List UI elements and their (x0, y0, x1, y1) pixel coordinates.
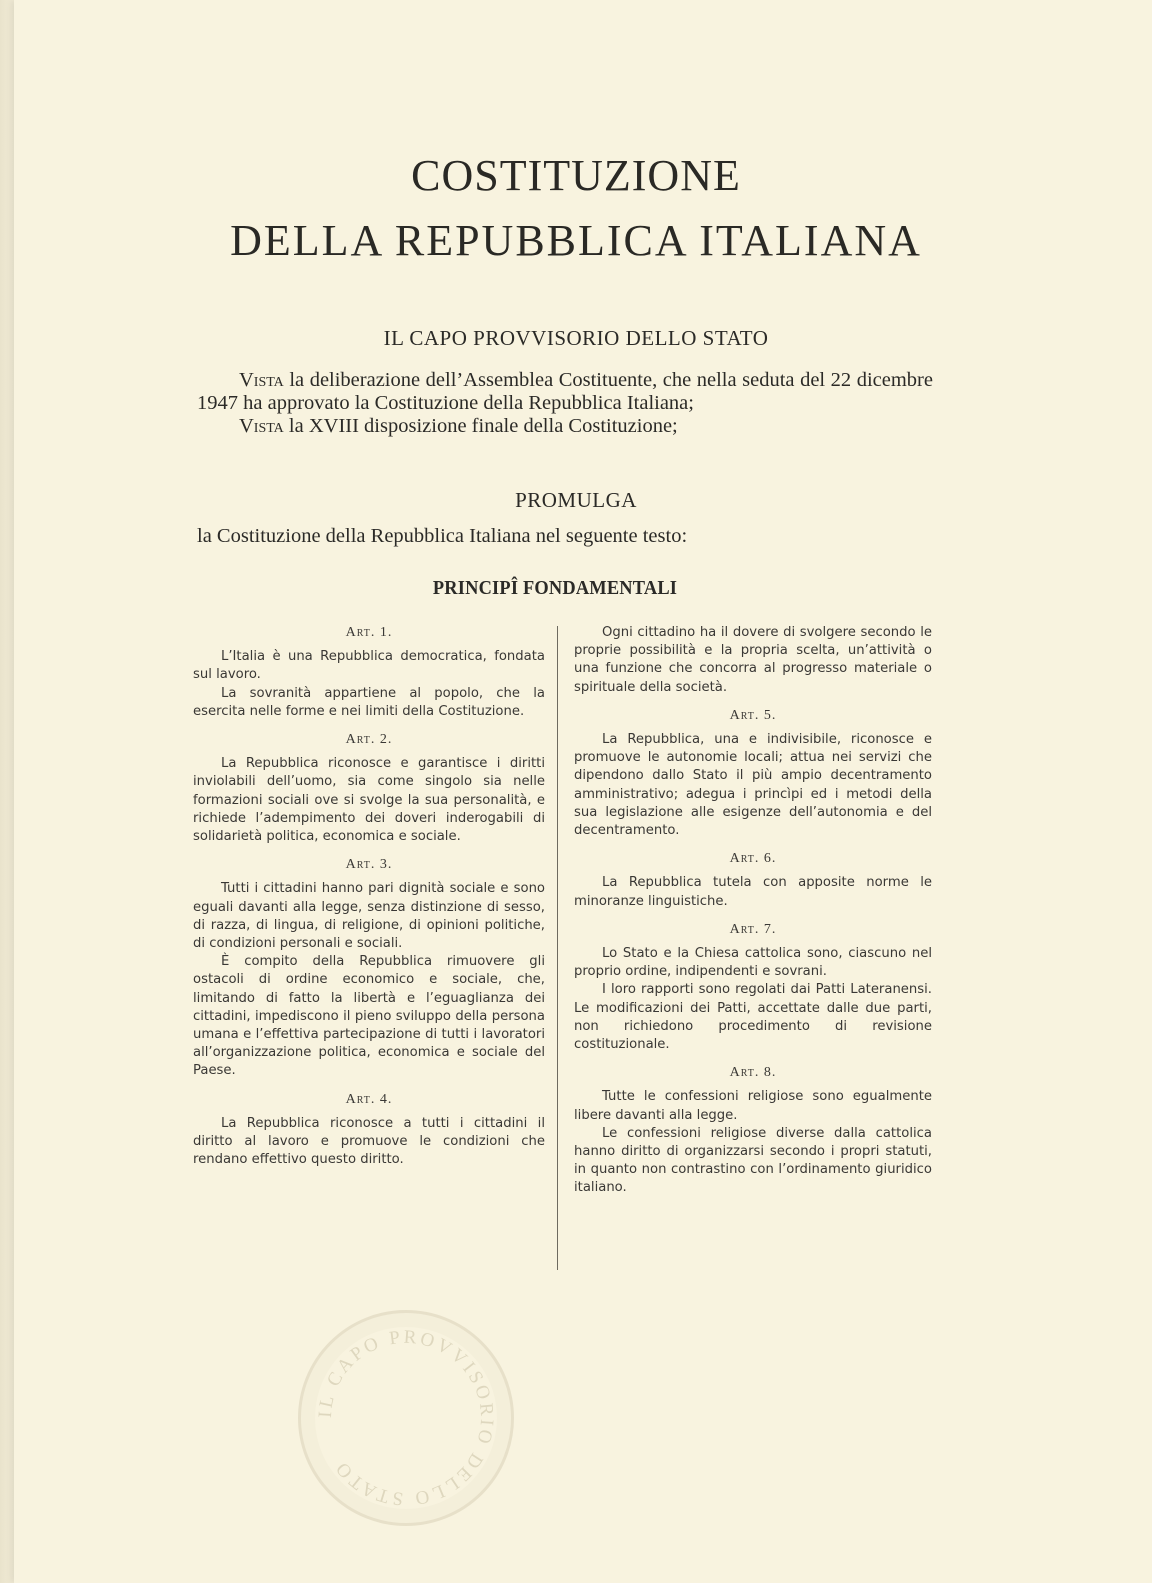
article-paragraph: La Repubblica, una e indivisibile, riconosce e promuove le autonomie locali; attua nei servizi che dipendono dallo Stato il più ampio decentramento amministrativo; adegua i princìpi ed i metodi della sua legislazione alle esigenze dell’autonomia e del decentramento. (574, 732, 932, 839)
promulga-text (197, 525, 933, 548)
article-block (193, 731, 545, 846)
article-block (193, 856, 545, 1080)
article-block (193, 1091, 545, 1170)
promulga-heading: PROMULGA (515, 488, 637, 512)
seal-text: IL CAPO PROVVISORIO DELLO STATO (314, 1326, 498, 1510)
article-heading: Art. 4. (345, 1091, 393, 1107)
right-column (574, 624, 932, 1208)
vista-word-1: Vista (239, 369, 284, 391)
vista-word-2: Vista (239, 415, 284, 437)
article-block (574, 624, 932, 697)
article-block (574, 1064, 932, 1197)
embossed-seal (298, 1310, 514, 1526)
article-paragraph: La Repubblica riconosce e garantisce i diritti inviolabili dell’uomo, sia come singolo sia nelle formazioni sociali ove si svolge la sua personalità, e richiede l’adempimento dei doveri inderogabili di solidarietà politica, economica e sociale. (193, 756, 545, 845)
article-paragraph: La Repubblica riconosce a tutti i cittadini il diritto al lavoro e promuove le condizioni che rendano effettivo questo diritto. (193, 1115, 545, 1168)
article-paragraph: La sovranità appartiene al popolo, che la esercita nelle forme e nei limiti della Costituzione. (193, 685, 545, 719)
article-paragraph: Ogni cittadino ha il dovere di svolgere secondo le proprie possibilità e la propria scelta, un’attività o una funzione che concorra al progresso materiale o spirituale della società. (574, 625, 932, 695)
article-paragraph: La Repubblica tutela con apposite norme le minoranze linguistiche. (574, 875, 932, 909)
article-block (193, 624, 545, 721)
article-heading: Art. 6. (729, 851, 777, 867)
article-heading: Art. 3. (345, 857, 393, 873)
article-heading: Art. 5. (729, 707, 777, 723)
article-paragraph: È compito della Repubblica rimuovere gli ostacoli di ordine economico e sociale, che, limitando di fatto la libertà e l’eguaglianza dei cittadini, impediscono il pieno sviluppo della persona umana e l’effettiva partecipazione di tutti i lavoratori all’organizzazione politica, economica e sociale del Paese. (193, 954, 545, 1079)
article-paragraph: Le confessioni religiose diverse dalla cattolica hanno diritto di organizzarsi secondo i propri statuti, in quanto non contrastino con l’ordinamento giuridico italiano. (574, 1125, 932, 1196)
title-line-1: COSTITUZIONE (411, 151, 741, 200)
preamble-heading: IL CAPO PROVVISORIO DELLO STATO (383, 326, 769, 350)
article-block (574, 921, 932, 1054)
promulga-line: la Costituzione della Repubblica Italiana nel seguente testo: (197, 525, 688, 547)
preamble-body (197, 369, 933, 438)
article-paragraph: I loro rapporti sono regolati dai Patti Lateranensi. Le modificazioni dei Patti, accettate dalle due parti, non richiedono procedimento di revisione costituzionale. (574, 982, 932, 1053)
article-block (574, 850, 932, 911)
vista-text-2: la XVIII disposizione finale della Costituzione; (283, 415, 678, 437)
article-heading: Art. 1. (345, 625, 393, 640)
article-paragraph: Lo Stato e la Chiesa cattolica sono, ciascuno nel proprio ordine, indipendenti e sovrani. (574, 946, 932, 980)
vista-paragraph-1 (197, 369, 933, 415)
article-paragraph: L’Italia è una Repubblica democratica, fondata sul lavoro. (193, 649, 545, 683)
title-line-2: DELLA REPUBBLICA ITALIANA (230, 216, 922, 265)
vista-text-1: la deliberazione dell’Assemblea Costituente, che nella seduta del 22 dicembre 1947 ha approvato la Costituzione della Repubblica Italiana; (197, 369, 933, 414)
article-heading: Art. 2. (345, 732, 393, 748)
article-heading: Art. 8. (729, 1065, 777, 1081)
article-paragraph: Tutte le confessioni religiose sono egualmente libere davanti alla legge. (574, 1089, 932, 1123)
svg-text:IL CAPO PROVVISORIO DELLO STAT (315, 1327, 497, 1509)
column-divider (557, 626, 558, 1270)
vista-paragraph-2 (197, 415, 933, 438)
section-title: PRINCIPÎ FONDAMENTALI (432, 577, 678, 599)
left-column (193, 624, 545, 1179)
article-paragraph: Tutti i cittadini hanno pari dignità sociale e sono eguali davanti alla legge, senza distinzione di sesso, di razza, di lingua, di religione, di opinioni politiche, di condizioni personali e sociali. (193, 881, 545, 952)
article-heading: Art. 7. (729, 921, 777, 937)
article-block (574, 707, 932, 840)
